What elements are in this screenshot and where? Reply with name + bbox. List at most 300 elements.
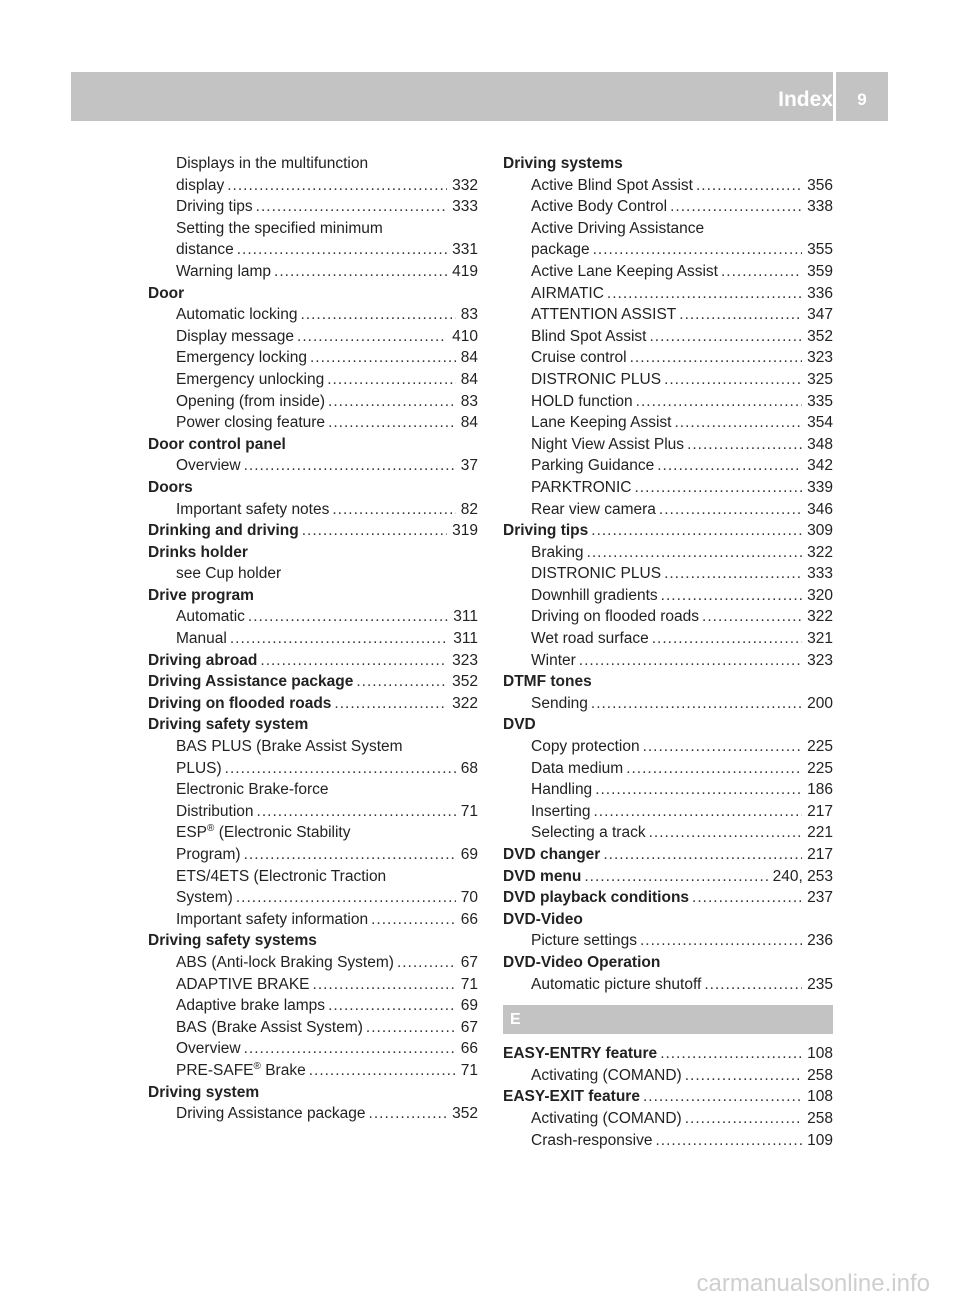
dot-leader (649, 822, 803, 844)
entry-label (531, 499, 656, 521)
entry-label (176, 326, 294, 348)
page-reference: 347 (807, 306, 833, 324)
page-reference: 82 (460, 500, 478, 518)
index-subentry (503, 606, 833, 628)
page-reference: 66 (460, 910, 478, 928)
entry-text: Important safety notes (176, 500, 330, 518)
page-reference: 240, 253 (772, 867, 833, 885)
page-reference: 320 (807, 586, 833, 604)
entry-label (503, 520, 588, 542)
index-entry (503, 671, 833, 693)
page-reference: 225 (807, 759, 833, 777)
index-subentry (503, 628, 833, 650)
watermark: carmanualsonline.info (696, 1270, 930, 1297)
dot-leader (702, 606, 802, 628)
page-reference: 200 (807, 694, 833, 712)
page-reference: 186 (807, 781, 833, 799)
entry-label (531, 779, 592, 801)
entry-label (503, 714, 536, 736)
index-subentry (503, 369, 833, 391)
entry-text: Automatic locking (176, 306, 298, 324)
entry-text: Driving safety systems (148, 932, 317, 950)
index-entry (148, 283, 478, 305)
entry-label (531, 628, 649, 650)
entry-text: Driving Assistance package (148, 673, 354, 691)
dot-leader (696, 175, 802, 197)
page-reference: 419 (452, 262, 478, 280)
entry-text: Adaptive brake lamps (176, 997, 326, 1015)
entry-text: Active Body Control (531, 198, 668, 216)
dot-leader (679, 304, 802, 326)
entry-text: DVD (503, 716, 536, 734)
entry-text: Display message (176, 327, 295, 345)
dot-leader (579, 650, 802, 672)
entry-text: Crash-responsive (531, 1131, 653, 1149)
entry-label (503, 844, 600, 866)
index-subentry (503, 779, 833, 801)
index-subentry (148, 239, 478, 261)
page-reference: 331 (452, 241, 478, 259)
entry-text: PRE-SAFE (176, 1061, 254, 1079)
index-subentry (503, 822, 833, 844)
index-subentry (503, 477, 833, 499)
dot-leader (366, 1017, 456, 1039)
entry-label (176, 218, 383, 240)
entry-label (531, 736, 640, 758)
entry-text: Automatic picture shutoff (531, 975, 702, 993)
index-subentry (148, 1060, 478, 1082)
index-subentry (503, 1065, 833, 1087)
entry-text: Picture settings (531, 932, 637, 950)
entry-label (531, 822, 646, 844)
entry-text: DVD playback conditions (503, 889, 690, 907)
page-reference: 71 (460, 975, 478, 993)
dot-leader (685, 1065, 802, 1087)
dot-leader (237, 239, 447, 261)
dot-leader (274, 261, 447, 283)
entry-text: Driving abroad (148, 651, 258, 669)
entry-text: Activating (COMAND) (531, 1109, 682, 1127)
page-reference: 339 (807, 478, 833, 496)
entry-text: Data medium (531, 759, 624, 777)
entry-label (176, 412, 325, 434)
index-subentry (148, 995, 478, 1017)
index-subentry (148, 499, 478, 521)
entry-label (148, 650, 257, 672)
index-entry (503, 520, 833, 542)
dot-leader (369, 1103, 448, 1125)
page-reference: 67 (460, 1018, 478, 1036)
dot-leader (664, 369, 802, 391)
entry-label (176, 391, 325, 413)
dot-leader (328, 391, 456, 413)
index-subentry (148, 974, 478, 996)
index-subentry (148, 606, 478, 628)
entry-text: Manual (176, 630, 227, 648)
entry-text: Activating (COMAND) (531, 1066, 682, 1084)
index-entry (503, 866, 833, 888)
dot-leader (593, 239, 803, 261)
index-subentry (503, 455, 833, 477)
index-entry (148, 714, 478, 736)
index-subentry (503, 585, 833, 607)
page-reference: 71 (460, 802, 478, 820)
dot-leader (630, 347, 803, 369)
entry-label (531, 930, 637, 952)
entry-text: Important safety information (176, 910, 369, 928)
index-subentry (503, 542, 833, 564)
index-subentry (503, 758, 833, 780)
entry-label (531, 391, 633, 413)
index-entry (148, 1082, 478, 1104)
entry-label (531, 369, 661, 391)
page-reference: 309 (807, 522, 833, 540)
dot-leader (584, 866, 767, 888)
entry-label (176, 563, 281, 585)
index-subentry (148, 563, 478, 585)
entry-label (531, 1065, 682, 1087)
index-subentry (503, 283, 833, 305)
entry-text: Driving systems (503, 155, 623, 172)
entry-label (503, 153, 623, 175)
index-subentry (503, 434, 833, 456)
registered-mark: ® (253, 1060, 261, 1072)
page-reference: 108 (807, 1045, 833, 1063)
index-subentry (503, 304, 833, 326)
entry-text: Copy protection (531, 738, 640, 756)
index-entry (148, 434, 478, 456)
index-entry (148, 542, 478, 564)
entry-text: Sending (531, 694, 588, 712)
entry-text: ESP (176, 824, 208, 842)
dot-leader (636, 391, 802, 413)
page-reference: 71 (460, 1061, 478, 1079)
entry-label (531, 283, 604, 305)
page-reference: 84 (460, 414, 478, 432)
entry-text-cont: Brake (260, 1061, 306, 1079)
entry-label (176, 974, 310, 996)
entry-label (531, 606, 699, 628)
entry-label (531, 412, 671, 434)
index-subentry (148, 153, 478, 175)
dot-leader (626, 758, 802, 780)
index-subentry (503, 736, 833, 758)
page-reference: 323 (807, 349, 833, 367)
entry-text: Warning lamp (176, 262, 272, 280)
entry-text: Electronic Brake-force (176, 781, 329, 799)
index-entry (503, 844, 833, 866)
page-reference: 109 (807, 1131, 833, 1149)
page-reference: 321 (807, 630, 833, 648)
index-entry (503, 909, 833, 931)
entry-text: display (176, 176, 225, 194)
index-subentry (503, 1108, 833, 1130)
entry-label (531, 477, 631, 499)
entry-text: HOLD function (531, 392, 633, 410)
registered-mark: ® (207, 823, 215, 835)
index-subentry (148, 1038, 478, 1060)
page-reference: 322 (807, 543, 833, 561)
entry-label (148, 714, 308, 736)
dot-leader (313, 974, 456, 996)
index-subentry (503, 196, 833, 218)
entry-text: Driving system (148, 1083, 260, 1101)
dot-leader (244, 844, 456, 866)
index-subentry (503, 326, 833, 348)
page-reference: 69 (460, 846, 478, 863)
entry-label (176, 758, 222, 780)
page-reference: 332 (452, 176, 478, 194)
page-reference: 322 (452, 694, 478, 712)
entry-text: Driving Assistance package (176, 1105, 366, 1123)
entry-label (176, 261, 271, 283)
index-entry (148, 930, 478, 952)
index-subentry (148, 261, 478, 283)
dot-leader (660, 1043, 802, 1065)
page-reference: 342 (807, 457, 833, 475)
entry-text: Power closing feature (176, 414, 326, 432)
entry-label (176, 909, 368, 931)
entry-label (176, 1017, 363, 1039)
index-subentry (148, 887, 478, 909)
entry-label (176, 1038, 241, 1060)
dot-leader (236, 887, 456, 909)
index-entry (148, 671, 478, 693)
entry-label (148, 693, 331, 715)
entry-text: Opening (from inside) (176, 392, 326, 410)
page-reference: 217 (807, 846, 833, 863)
index-column-left (148, 153, 478, 1125)
index-subentry (148, 412, 478, 434)
dot-leader (661, 585, 802, 607)
entry-text-cont: (Electronic Stability (214, 824, 351, 842)
entry-text: Winter (531, 651, 576, 669)
dot-leader (591, 520, 802, 542)
entry-label (531, 563, 661, 585)
entry-text: DVD changer (503, 846, 601, 863)
dot-leader (328, 412, 456, 434)
page-number: 9 (857, 90, 867, 109)
entry-label (531, 542, 584, 564)
dot-leader (302, 520, 447, 542)
entry-label (176, 606, 245, 628)
index-entry (503, 1043, 833, 1065)
dot-leader (225, 758, 456, 780)
dot-leader (300, 304, 455, 326)
entry-text: Setting the specified minimum (176, 219, 383, 237)
entry-label (148, 434, 286, 456)
entry-text: Emergency locking (176, 349, 307, 367)
index-subentry (503, 693, 833, 715)
page-reference: 354 (807, 414, 833, 432)
entry-text: Program) (176, 846, 241, 863)
entry-text: AIRMATIC (531, 284, 604, 302)
entry-text: Active Blind Spot Assist (531, 176, 693, 194)
entry-label (503, 866, 581, 888)
index-subentry (503, 974, 833, 996)
page-reference: 348 (807, 435, 833, 453)
entry-label (148, 671, 353, 693)
dot-leader (643, 1086, 802, 1108)
entry-text: Driving on flooded roads (148, 694, 332, 712)
page-title: Index (778, 88, 833, 111)
entry-text: Drive program (148, 586, 254, 604)
entry-label (176, 153, 368, 175)
index-column-right (503, 153, 833, 1151)
index-entry (503, 153, 833, 175)
page-reference: 355 (807, 241, 833, 259)
page-reference: 352 (452, 673, 478, 691)
index-subentry (148, 628, 478, 650)
dot-leader (721, 261, 802, 283)
page-reference: 84 (460, 370, 478, 388)
page-reference: 37 (460, 457, 478, 475)
dot-leader (230, 628, 448, 650)
entry-label (503, 887, 689, 909)
dot-leader (652, 628, 802, 650)
entry-label (148, 930, 317, 952)
page-reference: 69 (460, 997, 478, 1015)
dot-leader (657, 455, 802, 477)
entry-text: Rear view camera (531, 500, 656, 518)
entry-text: Driving on flooded roads (531, 608, 700, 626)
dot-leader (685, 1108, 802, 1130)
index-entry (148, 693, 478, 715)
entry-text: DISTRONIC PLUS (531, 565, 662, 583)
entry-text: PARKTRONIC (531, 478, 632, 496)
index-subentry (148, 455, 478, 477)
entry-text: Door control panel (148, 435, 286, 453)
entry-label (148, 542, 248, 564)
entry-text: EASY-EXIT feature (503, 1088, 640, 1106)
dot-leader (634, 477, 802, 499)
page-reference: 352 (807, 327, 833, 345)
page-reference: 336 (807, 284, 833, 302)
index-subentry (148, 218, 478, 240)
index-subentry (503, 239, 833, 261)
dot-leader (659, 499, 802, 521)
page-reference: 84 (460, 349, 478, 367)
entry-label (531, 239, 590, 261)
index-subentry (148, 801, 478, 823)
page-reference: 108 (807, 1088, 833, 1106)
index-entry (503, 1086, 833, 1108)
entry-label (531, 218, 704, 240)
page-reference: 338 (807, 198, 833, 216)
entry-text: Lane Keeping Assist (531, 414, 672, 432)
entry-label (531, 304, 676, 326)
entry-label (503, 671, 592, 693)
entry-text: Parking Guidance (531, 457, 655, 475)
entry-text: Wet road surface (531, 630, 649, 648)
entry-label (176, 844, 241, 866)
dot-leader (593, 801, 802, 823)
page-reference: 83 (460, 392, 478, 410)
page-reference: 236 (807, 932, 833, 950)
page-reference: 225 (807, 738, 833, 756)
page-reference: 311 (453, 630, 478, 648)
index-subentry (503, 261, 833, 283)
page-reference: 346 (807, 500, 833, 518)
dot-leader (664, 563, 802, 585)
entry-label (503, 952, 660, 974)
entry-label (148, 585, 254, 607)
index-subentry (503, 391, 833, 413)
entry-label (176, 887, 233, 909)
dot-leader (655, 1130, 802, 1152)
index-subentry (148, 347, 478, 369)
index-subentry (148, 909, 478, 931)
index-subentry (503, 1130, 833, 1152)
entry-label (176, 995, 325, 1017)
dot-leader (310, 347, 456, 369)
entry-text: Doors (148, 478, 193, 496)
dot-leader (248, 606, 448, 628)
entry-label (176, 239, 234, 261)
dot-leader (607, 283, 802, 305)
page-header (71, 72, 888, 121)
dot-leader (587, 542, 803, 564)
page-reference: 68 (460, 759, 478, 777)
entry-text: DVD-Video Operation (503, 953, 661, 971)
index-subentry (148, 952, 478, 974)
entry-text: Emergency unlocking (176, 370, 325, 388)
index-subentry (148, 866, 478, 888)
entry-label (531, 455, 654, 477)
page-reference: 258 (807, 1066, 833, 1084)
entry-text: ETS/4ETS (Electronic Traction (176, 867, 387, 885)
entry-text: DTMF tones (503, 673, 592, 691)
dot-leader (595, 779, 802, 801)
entry-text: ATTENTION ASSIST (531, 306, 677, 324)
entry-label (176, 801, 254, 823)
entry-label (531, 1130, 652, 1152)
entry-label (176, 455, 241, 477)
entry-text: Drinks holder (148, 543, 248, 561)
dot-leader (687, 434, 802, 456)
index-subentry (148, 1103, 478, 1125)
dot-leader (328, 995, 456, 1017)
entry-text: Active Driving Assistance (531, 219, 705, 237)
page-reference: 221 (807, 824, 833, 842)
entry-text: BAS PLUS (Brake Assist System (176, 738, 403, 756)
dot-leader (356, 671, 447, 693)
index-subentry (503, 930, 833, 952)
index-entry (503, 887, 833, 909)
index-subentry (148, 844, 478, 866)
dot-leader (256, 196, 447, 218)
dot-leader (297, 326, 447, 348)
page-reference: 322 (807, 608, 833, 626)
index-subentry (148, 779, 478, 801)
dot-leader (371, 909, 456, 931)
page-reference: 311 (453, 608, 478, 626)
entry-text: DVD menu (503, 867, 582, 885)
page-reference: 335 (807, 392, 833, 410)
page-reference: 67 (460, 953, 478, 971)
entry-label (148, 1082, 259, 1104)
entry-label (531, 650, 576, 672)
page-reference: 258 (807, 1109, 833, 1127)
entry-label (176, 369, 324, 391)
dot-leader (674, 412, 802, 434)
entry-label (531, 1108, 682, 1130)
index-subentry (503, 650, 833, 672)
index-subentry (148, 304, 478, 326)
index-entry (148, 520, 478, 542)
index-subentry (503, 175, 833, 197)
entry-text: Driving tips (503, 522, 589, 540)
